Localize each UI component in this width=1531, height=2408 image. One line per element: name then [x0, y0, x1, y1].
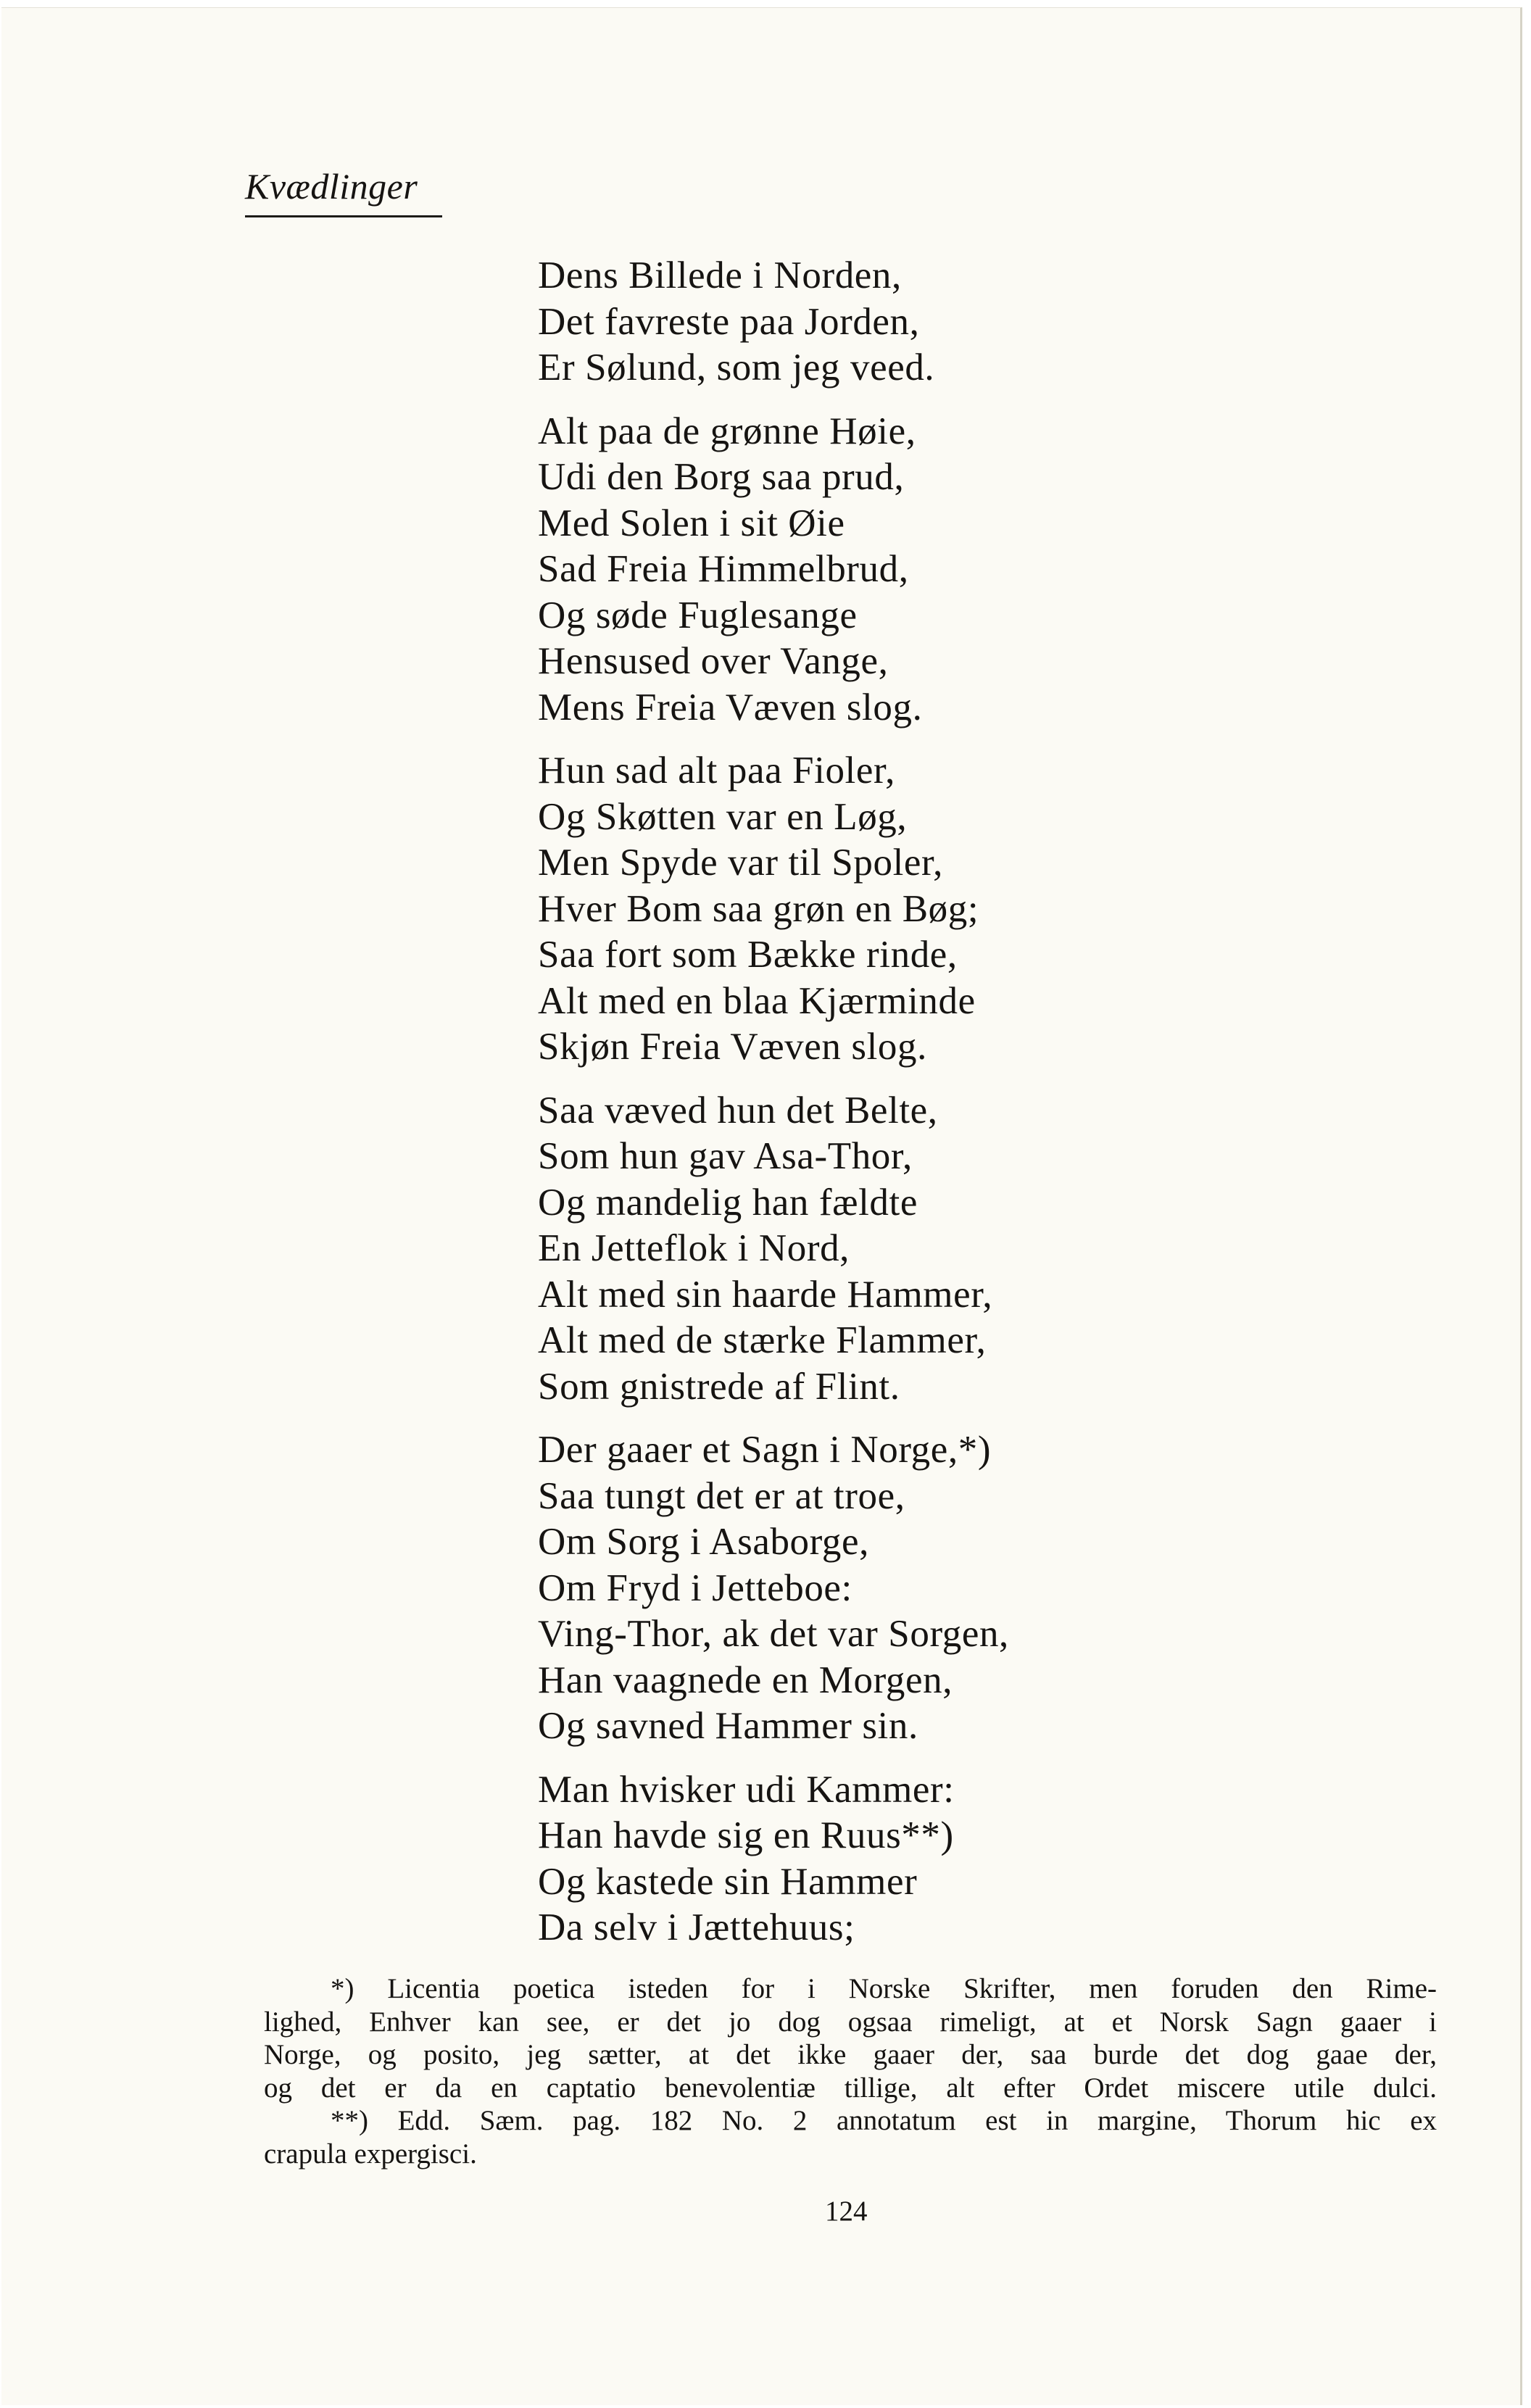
poem-line: Alt med en blaa Kjærminde	[538, 979, 976, 1022]
poem-line: Hver Bom saa grøn en Bøg;	[538, 887, 979, 930]
poem	[538, 253, 1408, 1969]
poem-line: Dens Billede i Norden,	[538, 254, 902, 296]
poem-line: Som hun gav Asa-Thor,	[538, 1135, 913, 1177]
poem-line: Han vaagnede en Morgen,	[538, 1658, 953, 1701]
poem-line: Da selv i Jættehuus;	[538, 1906, 855, 1948]
footnotes	[264, 1972, 1437, 2170]
page-number: 124	[825, 2196, 868, 2227]
stanza	[538, 1427, 1408, 1750]
poem-line: Saa fort som Bække rinde,	[538, 934, 958, 976]
poem-line: Men Spyde var til Spoler,	[538, 842, 944, 884]
footnote-line: crapula expergisci.	[264, 2138, 477, 2170]
stanza	[538, 253, 1408, 391]
poem-line: Han havde sig en Ruus**)	[538, 1814, 954, 1856]
poem-line: Og Skøtten var en Løg,	[538, 795, 908, 838]
poem-line: Og mandelig han fældte	[538, 1181, 918, 1224]
poem-line: Sad Freia Himmelbrud,	[538, 548, 909, 590]
footnote-line: lighed, Enhver kan see, er det jo dog ogsaa rimeligt, at et Norsk Sagn gaaer i	[264, 2006, 1437, 2038]
poem-line: Saa væved hun det Belte,	[538, 1089, 938, 1132]
poem-line: Det favreste paa Jorden,	[538, 300, 920, 343]
stanza	[538, 1767, 1408, 1951]
poem-line: Med Solen i sit Øie	[538, 502, 845, 544]
poem-line: Saa tungt det er at troe,	[538, 1474, 905, 1517]
poem-line: Som gnistrede af Flint.	[538, 1365, 900, 1408]
poem-line: Alt med sin haarde Hammer,	[538, 1273, 993, 1316]
poem-line: Og kastede sin Hammer	[538, 1860, 918, 1903]
poem-line: Mens Freia Væven slog.	[538, 686, 923, 728]
footnote-line: og det er da en captatio benevolentiæ tillige, alt efter Ordet miscere utile dulci.	[264, 2072, 1437, 2104]
running-head-rule	[245, 215, 442, 217]
poem-line: Ving-Thor, ak det var Sorgen,	[538, 1613, 1009, 1655]
stanza	[538, 409, 1408, 731]
book-page	[1, 7, 1522, 2405]
poem-line: Alt med de stærke Flammer,	[538, 1319, 987, 1361]
poem-line: Udi den Borg saa prud,	[538, 456, 905, 498]
poem-line: Man hvisker udi Kammer:	[538, 1768, 955, 1811]
poem-line: Hensused over Vange,	[538, 640, 889, 682]
footnote-line: Norge, og posito, jeg sætter, at det ikke gaaer der, saa burde det dog gaae der,	[264, 2039, 1437, 2070]
poem-line: Hun sad alt paa Fioler,	[538, 750, 895, 792]
poem-line: Der gaaer et Sagn i Norge,*)	[538, 1429, 992, 1471]
poem-line: Og savned Hammer sin.	[538, 1705, 918, 1747]
poem-line: Om Fryd i Jetteboe:	[538, 1566, 852, 1609]
poem-line: Om Sorg i Asaborge,	[538, 1521, 870, 1563]
poem-line: En Jetteflok i Nord,	[538, 1227, 850, 1269]
poem-line: Skjøn Freia Væven slog.	[538, 1026, 927, 1068]
stanza	[538, 1088, 1408, 1411]
poem-line: Er Sølund, som jeg veed.	[538, 346, 935, 389]
poem-line: Alt paa de grønne Høie,	[538, 410, 916, 452]
running-head: Kvædlinger	[245, 166, 418, 207]
poem-line: Og søde Fuglesange	[538, 594, 858, 636]
stanza	[538, 748, 1408, 1071]
footnote-line: *) Licentia poetica isteden for i Norske Skrifter, men foruden den Rime-	[331, 1973, 1437, 2004]
footnote-line: **) Edd. Sæm. pag. 182 No. 2 annotatum est in margine, Thorum hic ex	[331, 2105, 1437, 2136]
